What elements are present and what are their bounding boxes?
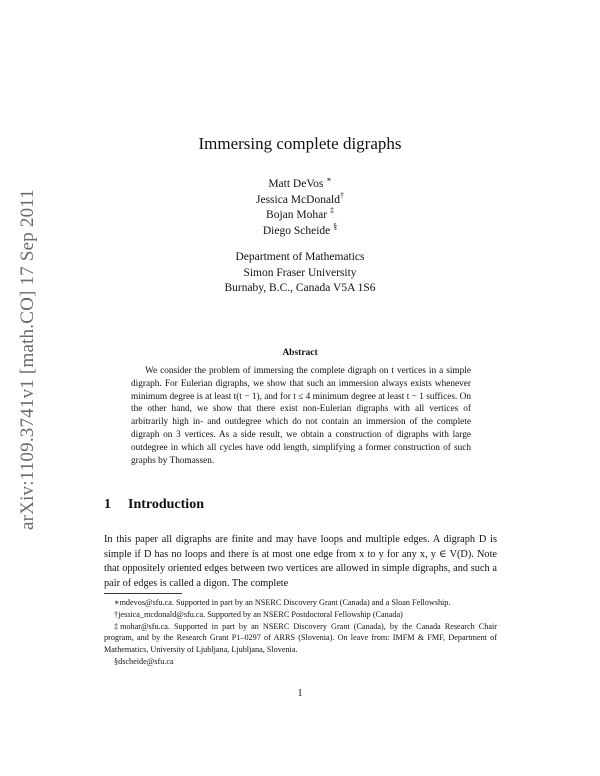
arxiv-identifier: arXiv:1109.3741v1 [math.CO] 17 Sep 2011 (17, 189, 38, 531)
footnote: ∗mdevos@sfu.ca. Supported in part by an NSERC Discovery Grant (Canada) and a Sloan Fellowship. (114, 598, 451, 607)
footnote: ‡mohar@sfu.ca. Supported in part by an NSERC Discovery Grant (Canada), by the Canada Research Chair program, and by the Research Grant P1–0297 of ARRS (Slovenia). On leave from: IMFM & FMF, Department of Mathematics, University of Ljubljana, Ljubljana, Slovenia. (104, 621, 497, 655)
section-number: 1 (104, 497, 111, 512)
author: Bojan Mohar ‡ (266, 206, 334, 221)
author-list (0, 177, 600, 239)
author: Matt DeVos ∗ (268, 175, 332, 190)
paper-title: Immersing complete digraphs (198, 134, 402, 153)
affiliation-line: Burnaby, B.C., Canada V5A 1S6 (224, 282, 376, 294)
intro-paragraph: In this paper all digraphs are finite and may have loops and multiple edges. A digraph D is simple if D has no loops and there is at most one edge from x to y for any x, y ∈ V(D). Note that oppositely oriented edges between two vertices are allowed in simple digraphs, and such a pair of edges is called a digon. The complete (104, 534, 497, 590)
footnote: §dscheide@sfu.ca (114, 656, 174, 666)
section-heading (104, 497, 204, 513)
author: Diego Scheide § (262, 221, 338, 237)
affiliation-line: Department of Mathematics (235, 251, 365, 263)
section-title: Introduction (128, 497, 204, 512)
footnote-rule (104, 593, 182, 594)
abstract-text: We consider the problem of immersing the complete digraph on t vertices in a simple digraph. For Eulerian digraphs, we show that such an immersion always exists whenever minimum degree is at least t(t − 1), and for t ≤ 4 minimum degree at least t − 1 suffices. On the other hand, we show that there exist non-Eulerian digraphs with all vertices of arbitrarily high in- and outdegree which do not contain an immersion of the complete digraph on 3 vertices. As a side result, we obtain a construction of digraphs with large outdegree in which all cycles have odd length, simplifying a former construction of such graphs by Thomassen. (131, 366, 471, 466)
affiliation (0, 250, 600, 297)
author: Jessica McDonald† (256, 190, 344, 206)
footnote: †jessica_mcdonald@sfu.ca. Supported by an NSERC Postdoctoral Fellowship (Canada) (114, 609, 403, 619)
footnotes (104, 597, 497, 668)
abstract-heading: Abstract (282, 348, 318, 358)
page-number: 1 (297, 688, 303, 699)
affiliation-line: Simon Fraser University (243, 266, 357, 279)
